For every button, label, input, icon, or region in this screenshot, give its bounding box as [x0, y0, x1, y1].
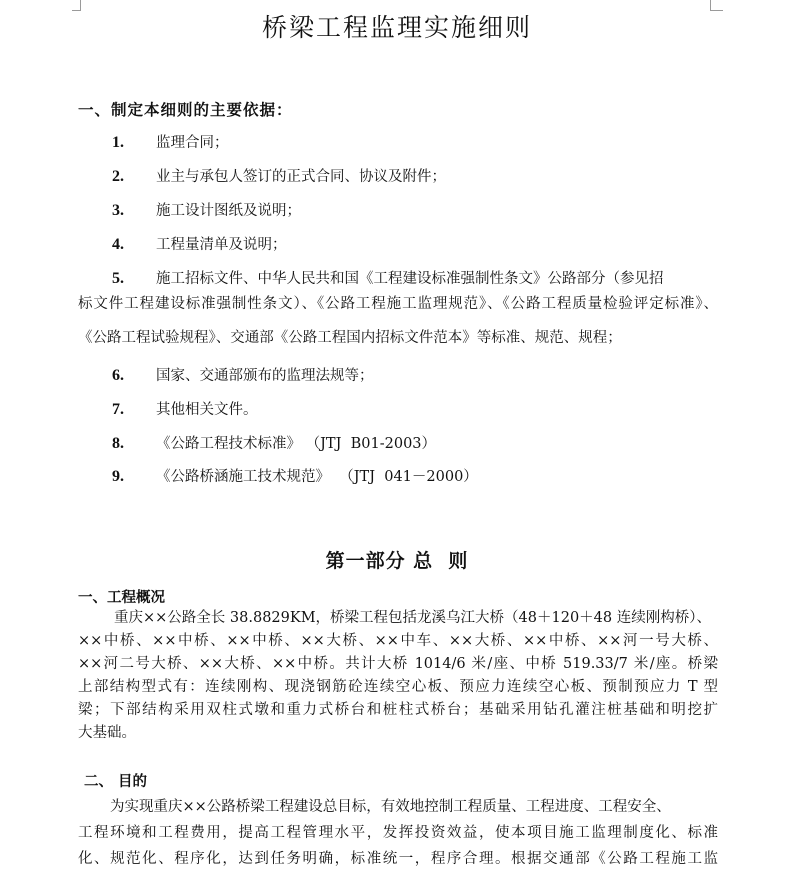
paragraph-line: 梁；下部结构采用双柱式墩和重力式桥台和桩柱式桥台；基础采用钻孔灌注桩基础和明挖扩: [78, 702, 718, 718]
list-number: 6.: [112, 367, 124, 384]
list-text-line: 《公路工程试验规程》、交通部《公路工程国内招标文件范本》等标准、规范、规程；: [78, 330, 622, 346]
list-text: 工程量清单及说明；: [156, 237, 287, 253]
overview-paragraph: [78, 607, 718, 745]
list-number: 1.: [112, 134, 124, 151]
paragraph-line: 工程环境和工程费用，提高工程管理水平，发挥投资效益，使本项目施工监理制度化、标准: [78, 825, 718, 841]
document-title: 桥梁工程监理实施细则: [261, 13, 532, 42]
list-text: 业主与承包人签订的正式合同、协议及附件；: [156, 169, 446, 185]
list-text: 国家、交通部颁布的监理法规等；: [156, 368, 374, 384]
paragraph-line: 为实现重庆××公路桥梁工程建设总目标，有效地控制工程质量、工程进度、工程安全、: [110, 799, 671, 815]
list-number: 5.: [112, 270, 124, 287]
list-text: 监理合同；: [156, 135, 229, 151]
list-number: 8.: [112, 435, 124, 452]
list-text: 《公路工程技术标准》 （JTJ B01-2003）: [156, 436, 437, 452]
list-item: [112, 233, 287, 254]
list-item: [112, 432, 436, 453]
list-item: [112, 131, 229, 152]
paragraph-line: 上部结构型式有：连续刚构、现浇钢筋砼连续空心板、预应力连续空心板、预制预应力 T 型: [78, 679, 718, 695]
section-heading-overview: 一、工程概况: [78, 589, 165, 606]
paragraph-line: 大基础。: [78, 725, 136, 741]
section-heading-basis: 一、制定本细则的主要依据：: [78, 100, 293, 119]
paragraph-line: 重庆××公路全长 38.8829KM，桥梁工程包括龙溪乌江大桥（48＋120＋48 连续刚构桥）、: [114, 610, 711, 626]
list-text: 《公路桥涵施工技术规范》 （JTJ 041－2000）: [156, 469, 478, 485]
part-title: 第一部分 总 则: [325, 550, 469, 572]
purpose-paragraph: [78, 794, 718, 872]
list-item: [112, 165, 446, 186]
list-item: [112, 465, 478, 486]
list-text: 其他相关文件。: [156, 402, 258, 418]
list-number: 9.: [112, 468, 124, 485]
list-item: [112, 364, 374, 385]
list-item-continuation: [78, 287, 718, 355]
list-item: [112, 267, 664, 288]
list-text-line: 标文件工程建设标准强制性条文）、《公路工程施工监理规范》、《公路工程质量检验评定标准》、: [78, 296, 718, 312]
list-number: 3.: [112, 202, 124, 219]
list-text: 施工设计图纸及说明；: [156, 203, 301, 219]
paragraph-line: ××河二号大桥、××大桥、××中桥。共计大桥 1014/6 米/座、中桥 519.33/7 米/座。桥梁: [78, 656, 718, 672]
list-number: 4.: [112, 236, 124, 253]
paragraph-line: ××中桥、××中桥、××中桥、××大桥、××中车、××大桥、××中桥、××河一号大桥、: [78, 633, 718, 649]
list-number: 2.: [112, 168, 124, 185]
list-item: [112, 398, 258, 419]
list-item: [112, 199, 301, 220]
section-heading-purpose: 二、 目的: [84, 773, 148, 790]
paragraph-line: 化、规范化、程序化，达到任务明确，标准统一，程序合理。根据交通部《公路工程施工监: [78, 851, 718, 867]
list-text-line: 施工招标文件、中华人民共和国《工程建设标准强制性条文》公路部分（参见招: [156, 271, 664, 287]
list-number: 7.: [112, 401, 124, 418]
